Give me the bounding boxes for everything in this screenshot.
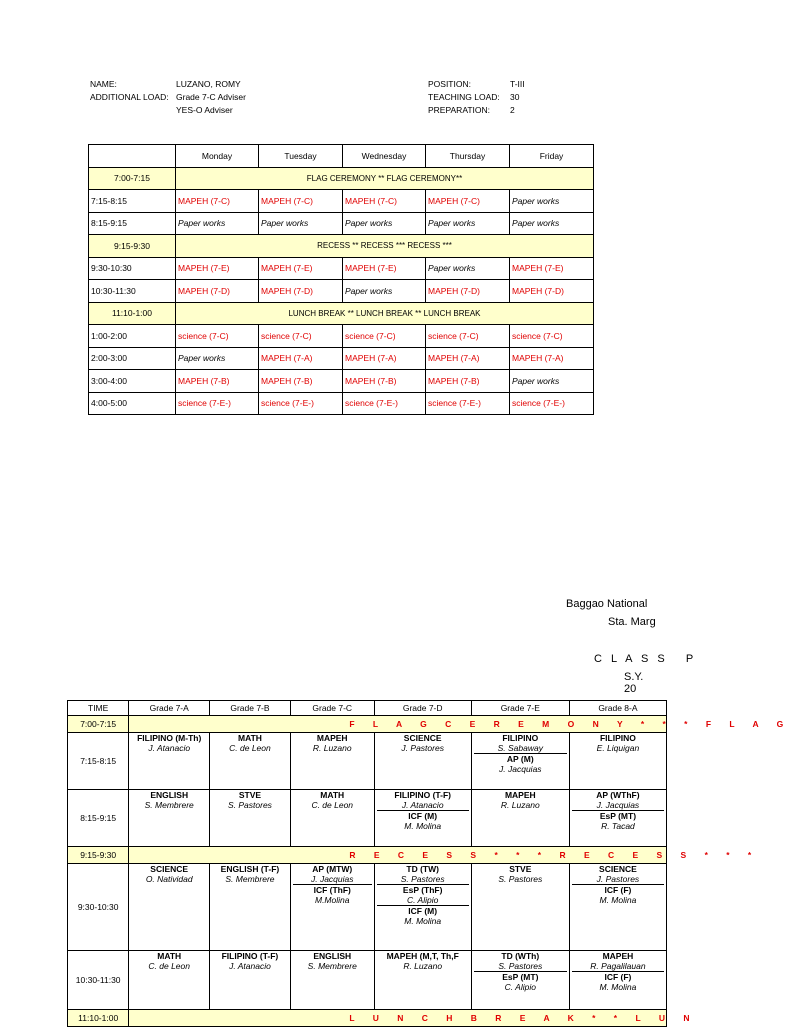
teacher-name: S. Membrere [307, 961, 357, 971]
program-cell [374, 733, 471, 790]
program-cell [210, 951, 291, 1010]
subject-name: STVE [509, 864, 532, 874]
schedule-cell: science (7-C) [176, 325, 259, 348]
program-row [68, 790, 667, 847]
program-col-header: Grade 7-B [210, 701, 291, 716]
program-header-row [68, 701, 667, 716]
program-cell [290, 864, 374, 951]
additional-load-value: Grade 7-C Adviser [176, 92, 246, 102]
teacher-name: J. Atanacio [148, 743, 191, 753]
schedule-cell: MAPEH (7-D) [510, 280, 594, 303]
program-row [68, 864, 667, 951]
teacher-name: J. Atanacio [229, 961, 271, 971]
program-band: F L A G C E R E M O N Y * * * F L A G [129, 716, 667, 733]
schedule-time: 7:15-8:15 [89, 190, 176, 213]
day-header: Wednesday [343, 145, 426, 168]
program-col-header: TIME [68, 701, 129, 716]
program-cell [471, 733, 569, 790]
schedule-cell: science (7-C) [510, 325, 594, 348]
day-header: Thursday [426, 145, 510, 168]
schedule-cell: science (7-C) [259, 325, 343, 348]
schedule-cell: Paper works [343, 280, 426, 303]
day-header: Monday [176, 145, 259, 168]
teacher-name: O. Natividad [145, 874, 193, 884]
schedule-cell: MAPEH (7-D) [176, 280, 259, 303]
program-row [68, 951, 667, 1010]
schedule-cell: MAPEH (7-C) [343, 190, 426, 213]
teacher-name: R. Luzano [500, 800, 540, 810]
teacher-name: J. Atanacio [401, 800, 444, 810]
teacher-name: S. Pastores [400, 874, 445, 884]
subject-name: ENGLISH [150, 790, 189, 800]
program-cell [210, 790, 291, 847]
school-name: Baggao National [566, 598, 648, 610]
subject-name: EsP (MT) [572, 810, 664, 821]
subject-name: SCIENCE [150, 864, 189, 874]
program-cell [374, 790, 471, 847]
program-row [68, 733, 667, 790]
teacher-name: S. Pastores [227, 800, 272, 810]
day-header: Friday [510, 145, 594, 168]
position-label: POSITION: [428, 79, 471, 89]
program-band: L U N C H B R E A K * * L U N [129, 1010, 667, 1027]
program-cell [374, 864, 471, 951]
teacher-name: J. Pastores [596, 874, 640, 884]
program-cell [569, 733, 666, 790]
program-cell [471, 951, 569, 1010]
subject-name: ENGLISH (T-F) [220, 864, 280, 874]
schedule-cell: MAPEH (7-E) [176, 257, 259, 280]
subject-name: MAPEH (M,T, Th,F [386, 951, 459, 961]
schedule-cell: MAPEH (7-E) [510, 257, 594, 280]
subject-name: EsP (ThF) [377, 884, 469, 895]
subject-name: AP (M) [474, 753, 567, 764]
schedule-cell: MAPEH (7-A) [259, 347, 343, 370]
program-time: 9:30-10:30 [68, 864, 129, 951]
schedule-cell: science (7-E-) [176, 392, 259, 415]
program-cell [290, 733, 374, 790]
teacher-name: J. Pastores [401, 743, 444, 753]
schedule-cell: MAPEH (7-C) [259, 190, 343, 213]
program-time: 7:00-7:15 [68, 716, 129, 733]
schedule-cell: Paper works [510, 212, 594, 235]
schedule-cell: MAPEH (7-D) [426, 280, 510, 303]
schedule-cell: MAPEH (7-C) [176, 190, 259, 213]
schedule-band: RECESS ** RECESS *** RECESS *** [176, 235, 594, 258]
program-band-row [68, 1010, 667, 1027]
schedule-cell: Paper works [259, 212, 343, 235]
schedule-time: 9:30-10:30 [89, 257, 176, 280]
day-header: Tuesday [259, 145, 343, 168]
teacher-name: C. de Leon [148, 961, 190, 971]
schedule-band: FLAG CEREMONY ** FLAG CEREMONY** [176, 167, 594, 190]
teacher-name: C. de Leon [229, 743, 271, 753]
subject-name: FILIPINO (T-F) [221, 951, 279, 961]
schedule-cell: MAPEH (7-D) [259, 280, 343, 303]
program-cell [129, 864, 210, 951]
teacher-name: M. Molina [404, 916, 442, 926]
program-cell [569, 864, 666, 951]
schedule-time: 7:00-7:15 [89, 167, 176, 190]
schedule-time: 11:10-1:00 [89, 302, 176, 325]
schedule-time: 9:15-9:30 [89, 235, 176, 258]
subject-name: MATH [157, 951, 182, 961]
schedule-cell: MAPEH (7-A) [510, 347, 594, 370]
schedule-cell: Paper works [510, 370, 594, 393]
program-time: 11:10-1:00 [68, 1010, 129, 1027]
teacher-name: S. Pastores [498, 961, 543, 971]
schedule-cell: Paper works [426, 257, 510, 280]
subject-name: EsP (MT) [474, 971, 567, 982]
schedule-cell: Paper works [510, 190, 594, 213]
subject-name: ICF (M) [377, 810, 469, 821]
schedule-cell: MAPEH (7-B) [176, 370, 259, 393]
teacher-name: S. Pastores [498, 874, 543, 884]
subject-name: ICF (F) [572, 884, 664, 895]
subject-name: AP (MTW) [312, 864, 353, 874]
schedule-cell: MAPEH (7-B) [426, 370, 510, 393]
program-cell [290, 790, 374, 847]
subject-name: SCIENCE [403, 733, 442, 743]
program-time: 7:15-8:15 [68, 733, 129, 790]
teacher-name: S. Membrere [144, 800, 194, 810]
schedule-cell: science (7-C) [426, 325, 510, 348]
schedule-band: LUNCH BREAK ** LUNCH BREAK ** LUNCH BREAK [176, 302, 594, 325]
name-label: NAME: [90, 79, 117, 89]
program-cell [129, 951, 210, 1010]
teacher-name: E. Liquigan [596, 743, 640, 753]
subject-name: FILIPINO [599, 733, 636, 743]
schedule-cell: Paper works [426, 212, 510, 235]
teacher-name: J. Jacquias [596, 800, 640, 810]
schedule-cell: science (7-C) [343, 325, 426, 348]
teacher-name: S. Membrere [225, 874, 275, 884]
teacher-name: M.Molina [314, 895, 350, 905]
teacher-name: R. Pagalilauan [590, 961, 646, 971]
program-col-header: Grade 7-D [374, 701, 471, 716]
subject-name: FILIPINO (M-Th) [137, 733, 202, 743]
position-value: T-III [510, 79, 525, 89]
program-time: 8:15-9:15 [68, 790, 129, 847]
program-cell [129, 790, 210, 847]
subject-name: MATH [320, 790, 345, 800]
school-year: S.Y. 20 [624, 671, 644, 695]
schedule-cell: MAPEH (7-A) [343, 347, 426, 370]
teacher-name: M. Molina [599, 895, 637, 905]
program-band-row [68, 716, 667, 733]
subject-name: FILIPINO (T-F) [394, 790, 452, 800]
schedule-cell: science (7-E-) [343, 392, 426, 415]
teacher-name: J. Jacquias [499, 764, 542, 774]
teacher-name: C. Alipio [407, 895, 439, 905]
program-col-header: Grade 7-C [290, 701, 374, 716]
schedule-time: 3:00-4:00 [89, 370, 176, 393]
program-cell [210, 733, 291, 790]
subject-name: TD (TW) [406, 864, 439, 874]
program-col-header: Grade 8-A [569, 701, 666, 716]
class-program-table [67, 700, 791, 1027]
schedule-time: 10:30-11:30 [89, 280, 176, 303]
schedule-cell: science (7-E-) [426, 392, 510, 415]
program-cell [374, 951, 471, 1010]
name-value: LUZANO, ROMY [176, 79, 241, 89]
schedule-cell: Paper works [176, 212, 259, 235]
program-col-header: Grade 7-E [471, 701, 569, 716]
subject-name: FILIPINO [502, 733, 539, 743]
subject-name: ICF (ThF) [293, 884, 372, 895]
subject-name: AP (WThF) [596, 790, 640, 800]
subject-name: ICF (M) [377, 905, 469, 916]
schedule-cell: science (7-E-) [259, 392, 343, 415]
teaching-load-label: TEACHING LOAD: [428, 92, 500, 102]
program-time: 10:30-11:30 [68, 951, 129, 1010]
program-cell [210, 864, 291, 951]
schedule-cell: MAPEH (7-C) [426, 190, 510, 213]
teacher-name: S. Sabaway [497, 743, 543, 753]
program-cell [569, 951, 666, 1010]
teacher-name: M. Molina [599, 982, 637, 992]
schedule-cell: MAPEH (7-B) [343, 370, 426, 393]
additional-load-value: YES-O Adviser [176, 105, 233, 115]
schedule-cell: MAPEH (7-E) [343, 257, 426, 280]
schedule-cell: science (7-E-) [510, 392, 594, 415]
schedule-time: 8:15-9:15 [89, 212, 176, 235]
program-cell [471, 790, 569, 847]
teaching-load-value: 30 [510, 92, 520, 102]
teacher-name: C. Alipio [504, 982, 536, 992]
preparation-value: 2 [510, 105, 515, 115]
program-time: 9:15-9:30 [68, 847, 129, 864]
subject-name: MAPEH [504, 790, 536, 800]
subject-name: TD (WTh) [501, 951, 540, 961]
subject-name: ENGLISH [313, 951, 352, 961]
additional-load-label: ADDITIONAL LOAD: [90, 92, 169, 102]
schedule-cell: MAPEH (7-B) [259, 370, 343, 393]
preparation-label: PREPARATION: [428, 105, 491, 115]
teacher-name: R. Tacad [601, 821, 635, 831]
schedule-time: 1:00-2:00 [89, 325, 176, 348]
teacher-name: R. Luzano [312, 743, 352, 753]
teacher-name: J. Jacquias [310, 874, 354, 884]
schedule-cell: MAPEH (7-A) [426, 347, 510, 370]
class-program-title: C L A S S P [594, 653, 697, 665]
teacher-name: R. Luzano [403, 961, 443, 971]
program-band-row [68, 847, 667, 864]
teacher-name: C. de Leon [311, 800, 354, 810]
program-cell [129, 733, 210, 790]
schedule-time: 2:00-3:00 [89, 347, 176, 370]
subject-name: MAPEH [602, 951, 634, 961]
program-cell [471, 864, 569, 951]
school-address: Sta. Marg [608, 616, 656, 628]
subject-name: SCIENCE [599, 864, 637, 874]
teacher-name: M. Molina [404, 821, 442, 831]
program-band: R E C E S S * * * R E C E S S * * * [129, 847, 667, 864]
subject-name: STVE [238, 790, 262, 800]
subject-name: MATH [237, 733, 262, 743]
schedule-time: 4:00-5:00 [89, 392, 176, 415]
subject-name: MAPEH [316, 733, 348, 743]
schedule-cell: Paper works [176, 347, 259, 370]
schedule-cell: MAPEH (7-E) [259, 257, 343, 280]
program-col-header: Grade 7-A [129, 701, 210, 716]
program-cell [569, 790, 666, 847]
program-cell [290, 951, 374, 1010]
schedule-cell: Paper works [343, 212, 426, 235]
subject-name: ICF (F) [572, 971, 664, 982]
